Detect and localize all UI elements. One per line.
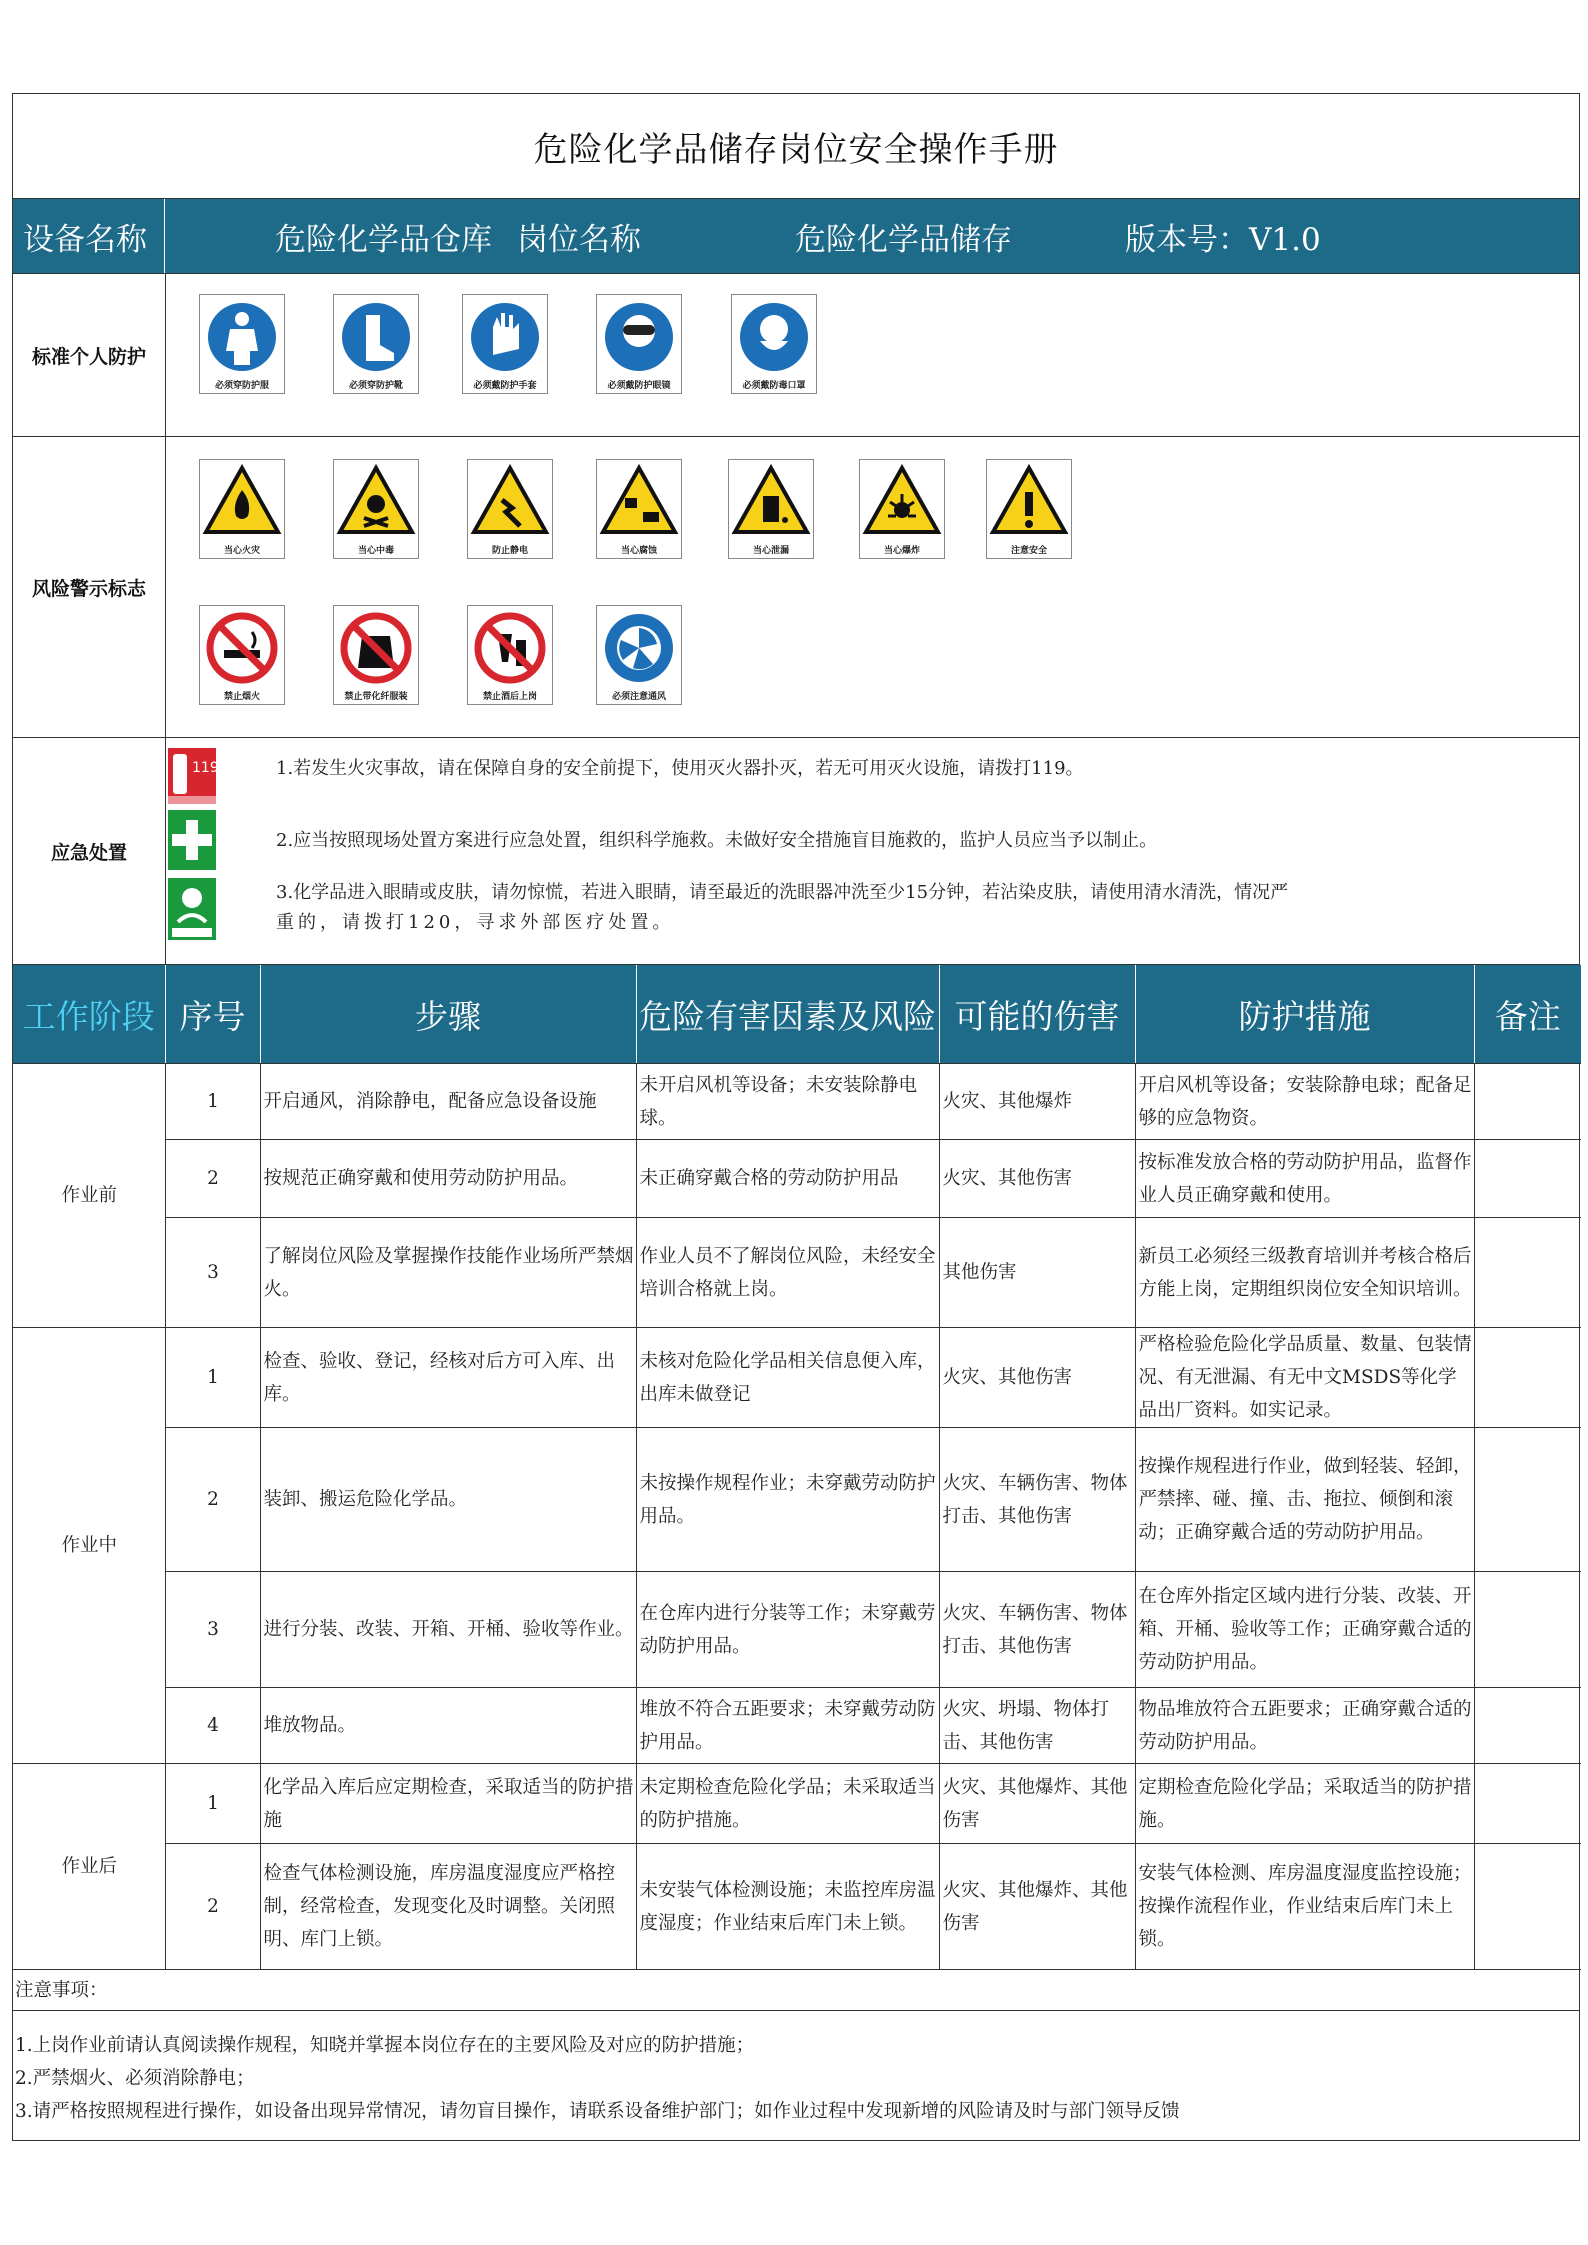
- measure-cell: 新员工必须经三级教育培训并考核合格后方能上岗，定期组织岗位安全知识培训。: [1135, 1218, 1474, 1328]
- measure-cell: 开启风机等设备；安装除静电球；配备足够的应急物资。: [1135, 1064, 1474, 1140]
- caution-warning-icon: [987, 460, 1071, 544]
- notes-item-1: 1.上岗作业前请认真阅读操作规程，知晓并掌握本岗位存在的主要风险及对应的防护措施；: [15, 2035, 755, 2056]
- measure-cell: 物品堆放符合五距要求；正确穿戴合适的劳动防护用品。: [1135, 1688, 1474, 1764]
- header-measure: 防护措施: [1135, 965, 1474, 1064]
- first-aid-icon: [168, 810, 220, 874]
- step-cell: 开启通风，消除静电，配备应急设备设施: [260, 1064, 636, 1140]
- no-smoking-fire-icon: [200, 606, 284, 690]
- emergency-item-3: 3.化学品进入眼睛或皮肤，请勿惊慌，若进入眼睛，请至最近的洗眼器冲洗至少15分钟，若沾染皮肤，请使用清水清洗，情况严: [276, 882, 1289, 903]
- table-row: [13, 1140, 1581, 1218]
- emergency-label: 应急处置: [13, 738, 166, 964]
- measure-cell: 安装气体检测、库房温度湿度监控设施；按操作流程作业，作业结束后库门未上锁。: [1135, 1844, 1474, 1970]
- step-cell: 按规范正确穿戴和使用劳动防护用品。: [260, 1140, 636, 1218]
- harm-cell: 火灾、车辆伤害、物体打击、其他伤害: [939, 1428, 1135, 1572]
- ppe-sign-caption: 必须戴防护眼镜: [607, 381, 671, 391]
- hazard-cell: 未安装气体检测设施；未监控库房温度湿度；作业结束后库门未上锁。: [636, 1844, 939, 1970]
- note-cell: [1474, 1428, 1581, 1572]
- header-bar: [13, 199, 1579, 274]
- warning-row: [13, 437, 1579, 738]
- static-warning-icon: [468, 460, 552, 544]
- table-row: [13, 1764, 1581, 1844]
- warning-sign: [199, 605, 285, 705]
- no-drinking-icon: [468, 606, 552, 690]
- dust-mask-icon: [732, 295, 816, 379]
- table-row: [13, 1218, 1581, 1328]
- warning-sign-caption: 禁止带化纤服装: [344, 692, 408, 702]
- step-number: 1: [165, 1328, 260, 1428]
- post-value: 危险化学品储存: [795, 221, 1012, 258]
- corrosion-warning-icon: [597, 460, 681, 544]
- warning-sign-caption: 必须注意通风: [611, 692, 666, 702]
- warning-sign-caption: 防止静电: [491, 546, 528, 556]
- notes-section: [13, 1970, 1579, 2140]
- table-row: [13, 1428, 1581, 1572]
- notes-item-2: 2.严禁烟火、必须消除静电；: [15, 2068, 255, 2089]
- ventilation-icon: [597, 606, 681, 690]
- warning-sign-caption: 当心火灾: [223, 546, 260, 556]
- ppe-sign: [199, 294, 285, 394]
- measure-cell: 严格检验危险化学品质量、数量、包装情况、有无泄漏、有无中文MSDS等化学品出厂资料。如实记录。: [1135, 1328, 1474, 1428]
- measure-cell: 按标准发放合格的劳动防护用品，监督作业人员正确穿戴和使用。: [1135, 1140, 1474, 1218]
- warning-signs: [166, 437, 1579, 737]
- protective-goggles-icon: [597, 295, 681, 379]
- header-hazard: 危险有害因素及风险: [636, 965, 939, 1064]
- warning-sign-caption: 禁止酒后上岗: [482, 692, 537, 702]
- step-cell: 化学品入库后应定期检查，采取适当的防护措施: [260, 1764, 636, 1844]
- ppe-label: 标准个人防护: [13, 274, 166, 436]
- phone-119-icon: [168, 748, 220, 808]
- warning-sign-caption: 当心中毒: [357, 546, 394, 556]
- eyewash-icon: [168, 878, 220, 944]
- notes-heading: 注意事项：: [13, 1970, 1579, 2011]
- harm-cell: 火灾、其他爆炸、其他伤害: [939, 1764, 1135, 1844]
- note-cell: [1474, 1064, 1581, 1140]
- note-cell: [1474, 1328, 1581, 1428]
- emergency-item-1: 1.若发生火灾事故，请在保障自身的安全前提下，使用灭火器扑灭，若无可用灭火设施，请拨打119。: [276, 758, 1084, 779]
- warning-sign: [467, 459, 553, 559]
- note-cell: [1474, 1140, 1581, 1218]
- warning-sign: [859, 459, 945, 559]
- warning-sign: [333, 605, 419, 705]
- ppe-signs: [166, 274, 1579, 436]
- manual-document: [12, 93, 1580, 2141]
- emergency-item-3-cont: 重的，请拨打120，寻求外部医疗处置。: [276, 912, 675, 933]
- warning-sign-caption: 当心泄漏: [752, 546, 789, 556]
- step-number: 1: [165, 1764, 260, 1844]
- measure-cell: 按操作规程进行作业，做到轻装、轻卸，严禁摔、碰、撞、击、拖拉、倾倒和滚动；正确穿戴合适的劳动防护用品。: [1135, 1428, 1474, 1572]
- note-cell: [1474, 1688, 1581, 1764]
- protective-suit-icon: [200, 295, 284, 379]
- hazard-cell: 未开启风机等设备；未安装除静电球。: [636, 1064, 939, 1140]
- warning-sign: [199, 459, 285, 559]
- harm-cell: 火灾、其他伤害: [939, 1140, 1135, 1218]
- ppe-sign: [333, 294, 419, 394]
- notes-item-3: 3.请严格按照规程进行操作，如设备出现异常情况，请勿盲目操作，请联系设备维护部门；如作业过程中发现新增的风险请及时与部门领导反馈: [15, 2101, 1180, 2122]
- step-number: 3: [165, 1218, 260, 1328]
- step-cell: 检查气体检测设施，库房温度湿度应严格控制，经常检查，发现变化及时调整。关闭照明、库门上锁。: [260, 1844, 636, 1970]
- step-cell: 了解岗位风险及掌握操作技能作业场所严禁烟火。: [260, 1218, 636, 1328]
- note-cell: [1474, 1764, 1581, 1844]
- warning-sign-caption: 当心爆炸: [883, 546, 920, 556]
- harm-cell: 火灾、其他爆炸、其他伤害: [939, 1844, 1135, 1970]
- warning-sign-caption: 注意安全: [1010, 546, 1047, 556]
- harm-cell: 火灾、其他爆炸: [939, 1064, 1135, 1140]
- harm-cell: 其他伤害: [939, 1218, 1135, 1328]
- step-number: 4: [165, 1688, 260, 1764]
- table-row: [13, 1064, 1581, 1140]
- protective-boots-icon: [334, 295, 418, 379]
- hazard-cell: 未按操作规程作业；未穿戴劳动防护用品。: [636, 1428, 939, 1572]
- warning-sign: [596, 605, 682, 705]
- stage-cell: 作业中: [13, 1328, 165, 1764]
- hazard-cell: 堆放不符合五距要求；未穿戴劳动防护用品。: [636, 1688, 939, 1764]
- harm-cell: 火灾、坍塌、物体打击、其他伤害: [939, 1688, 1135, 1764]
- header-stage: 工作阶段: [13, 965, 165, 1064]
- step-number: 3: [165, 1572, 260, 1688]
- ppe-sign: [462, 294, 548, 394]
- step-cell: 检查、验收、登记，经核对后方可入库、出库。: [260, 1328, 636, 1428]
- step-number: 1: [165, 1064, 260, 1140]
- note-cell: [1474, 1844, 1581, 1970]
- warning-sign: [728, 459, 814, 559]
- operations-table: [13, 965, 1581, 1970]
- no-flammable-icon: [334, 606, 418, 690]
- step-cell: 装卸、搬运危险化学品。: [260, 1428, 636, 1572]
- step-number: 2: [165, 1844, 260, 1970]
- ppe-sign-caption: 必须戴防毒口罩: [742, 381, 806, 391]
- hazard-cell: 未核对危险化学品相关信息便入库，出库未做登记: [636, 1328, 939, 1428]
- note-cell: [1474, 1572, 1581, 1688]
- post-label: 岗位名称: [517, 221, 641, 258]
- fire-warning-icon: [200, 460, 284, 544]
- device-value: 危险化学品仓库: [275, 221, 492, 258]
- leak-warning-icon: [729, 460, 813, 544]
- ppe-sign: [596, 294, 682, 394]
- stage-cell: 作业后: [13, 1764, 165, 1970]
- emergency-content: [166, 738, 1579, 964]
- table-row: [13, 1328, 1581, 1428]
- ppe-sign-caption: 必须穿防护服: [214, 381, 269, 391]
- version-label: 版本号：V1.0: [1125, 221, 1321, 258]
- step-number: 2: [165, 1140, 260, 1218]
- ppe-sign-caption: 必须戴防护手套: [473, 381, 537, 391]
- table-row: [13, 1572, 1581, 1688]
- warning-sign: [467, 605, 553, 705]
- page-title: 危险化学品储存岗位安全操作手册: [13, 94, 1579, 199]
- hazard-cell: 未定期检查危险化学品；未采取适当的防护措施。: [636, 1764, 939, 1844]
- harm-cell: 火灾、其他伤害: [939, 1328, 1135, 1428]
- warning-sign: [986, 459, 1072, 559]
- harm-cell: 火灾、车辆伤害、物体打击、其他伤害: [939, 1572, 1135, 1688]
- header-note: 备注: [1474, 965, 1581, 1064]
- warning-sign-caption: 当心腐蚀: [620, 546, 657, 556]
- note-cell: [1474, 1218, 1581, 1328]
- emergency-item-2: 2.应当按照现场处置方案进行应急处置，组织科学施救。未做好安全措施盲目施救的，监护人员应当予以制止。: [276, 830, 1158, 851]
- ppe-sign: [731, 294, 817, 394]
- emergency-row: [13, 738, 1579, 965]
- protective-gloves-icon: [463, 295, 547, 379]
- ppe-sign-caption: 必须穿防护靴: [348, 381, 403, 391]
- header-step: 步骤: [260, 965, 636, 1064]
- explosion-warning-icon: [860, 460, 944, 544]
- table-row: [13, 1844, 1581, 1970]
- hazard-cell: 未正确穿戴合格的劳动防护用品: [636, 1140, 939, 1218]
- table-row: [13, 1688, 1581, 1764]
- warning-sign: [596, 459, 682, 559]
- ppe-row: [13, 274, 1579, 437]
- hazard-cell: 作业人员不了解岗位风险，未经安全培训合格就上岗。: [636, 1218, 939, 1328]
- warning-sign: [333, 459, 419, 559]
- header-harm: 可能的伤害: [939, 965, 1135, 1064]
- stage-cell: 作业前: [13, 1064, 165, 1328]
- measure-cell: 定期检查危险化学品；采取适当的防护措施。: [1135, 1764, 1474, 1844]
- warning-label: 风险警示标志: [13, 437, 166, 737]
- warning-sign-caption: 禁止烟火: [223, 692, 260, 702]
- measure-cell: 在仓库外指定区域内进行分装、改装、开箱、开桶、验收等工作；正确穿戴合适的劳动防护用品。: [1135, 1572, 1474, 1688]
- header-no: 序号: [165, 965, 260, 1064]
- step-cell: 进行分装、改装、开箱、开桶、验收等作业。: [260, 1572, 636, 1688]
- step-number: 2: [165, 1428, 260, 1572]
- poison-warning-icon: [334, 460, 418, 544]
- svg-text:119: 119: [192, 760, 219, 776]
- step-cell: 堆放物品。: [260, 1688, 636, 1764]
- hazard-cell: 在仓库内进行分装等工作；未穿戴劳动防护用品。: [636, 1572, 939, 1688]
- device-label: 设备名称: [13, 199, 165, 273]
